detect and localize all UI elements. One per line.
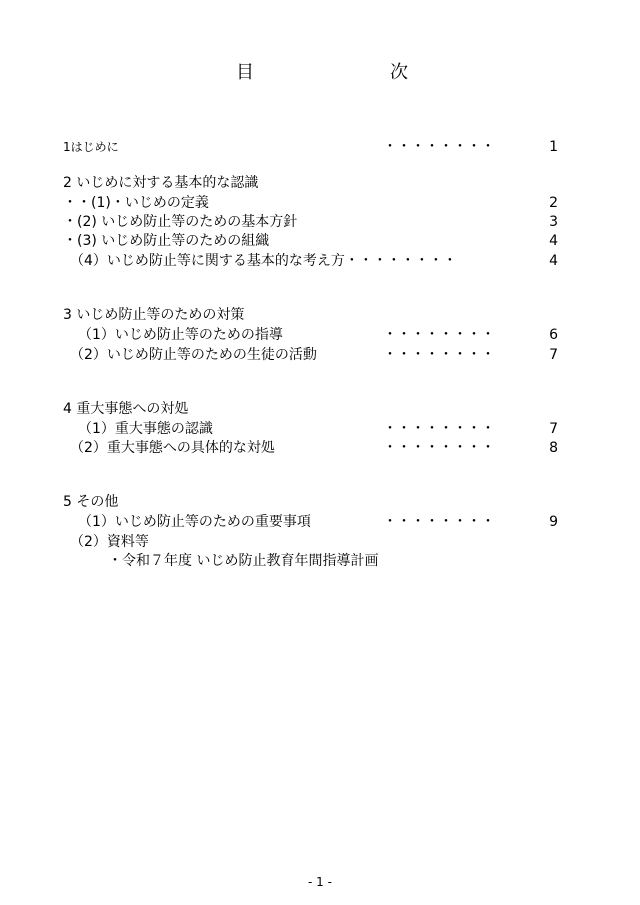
toc-section-5-item-1-dots: ・・・・・・・・ (383, 514, 495, 530)
toc-section-4-item-1-page: 7 (549, 421, 558, 437)
toc-section-3-item-2-page: 7 (549, 347, 558, 363)
toc-section-2-item-1-label: ・・(1)・いじめの定義 (63, 195, 209, 211)
toc-section-2-item-2-label: ・(2) いじめ防止等のための基本方針 (63, 214, 298, 230)
toc-section-4-item-2-dots: ・・・・・・・・ (383, 440, 495, 456)
toc-section-3-item-1-dots: ・・・・・・・・ (383, 327, 495, 343)
toc-section-5-item-3-label: ・令和７年度 いじめ防止教育年間指導計画 (108, 553, 379, 569)
toc-section-5-item-1-page: 9 (549, 514, 558, 530)
page-title-char-1: 目 (236, 62, 254, 83)
toc-section-1-dots: ・・・・・・・・ (383, 139, 495, 155)
toc-section-1-label: 1はじめに (63, 140, 119, 154)
toc-section-3-item-1-page: 6 (549, 327, 558, 343)
toc-section-3-label: 3 いじめ防止等のための対策 (63, 307, 245, 323)
page-number-footer: - 1 - (308, 875, 332, 889)
toc-section-3-item-2-dots: ・・・・・・・・ (383, 347, 495, 363)
toc-section-2-item-3-label: ・(3) いじめ防止等のための組織 (63, 233, 270, 249)
toc-section-4-item-1-dots: ・・・・・・・・ (383, 421, 495, 437)
toc-section-2-item-4-label: （4）いじめ防止等に関する基本的な考え方・・・・・・・・ (70, 253, 457, 269)
toc-section-2-item-3-page: 4 (549, 233, 558, 249)
page-title-char-2: 次 (390, 62, 408, 83)
toc-section-1-page: 1 (549, 139, 558, 155)
toc-section-4-item-2-page: 8 (549, 440, 558, 456)
toc-section-2-label: 2 いじめに対する基本的な認識 (63, 175, 259, 191)
toc-section-2-item-2-page: 3 (549, 214, 558, 230)
toc-section-3-item-1-label: （1）いじめ防止等のための指導 (78, 327, 283, 343)
toc-section-5-item-2-label: （2）資料等 (70, 534, 149, 550)
toc-section-5-item-1-label: （1）いじめ防止等のための重要事項 (78, 514, 311, 530)
toc-section-2-item-4-page: 4 (549, 253, 558, 269)
toc-section-3-item-2-label: （2）いじめ防止等のための生徒の活動 (70, 347, 317, 363)
toc-section-4-label: 4 重大事態への対処 (63, 401, 189, 417)
toc-section-2-item-1-page: 2 (549, 195, 558, 211)
toc-section-4-item-1-label: （1）重大事態の認識 (78, 421, 213, 437)
toc-section-5-label: 5 その他 (63, 494, 119, 510)
toc-section-4-item-2-label: （2）重大事態への具体的な対処 (70, 440, 275, 456)
